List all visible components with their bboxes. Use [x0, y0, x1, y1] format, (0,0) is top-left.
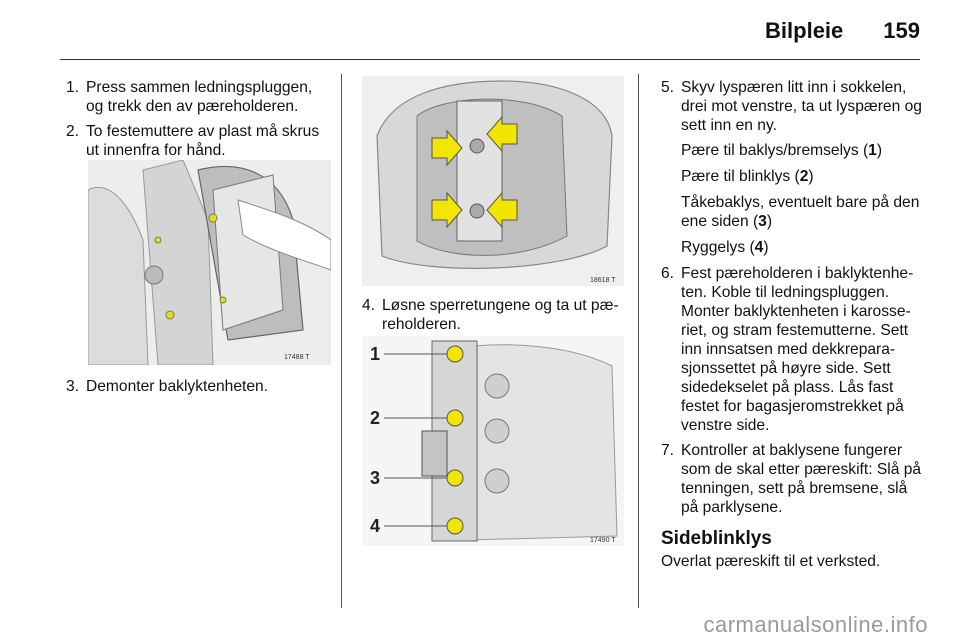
section-text: Overlat pæreskift til et verksted. — [661, 553, 881, 570]
column-divider-1 — [341, 74, 342, 608]
step-2: 2. To festemuttere av plast må skrus ut innenfra for hånd. — [66, 123, 320, 159]
step-4: 4. Løsne sperretungene og ta ut pæ-reholderen. — [362, 297, 619, 333]
column-divider-2 — [638, 74, 639, 608]
step-3: 3. Demonter baklyktenheten. — [66, 378, 269, 395]
callout-4: 4 — [370, 516, 381, 536]
column-3 — [661, 78, 923, 571]
column-1 — [66, 78, 332, 166]
bulb-1: Pære til baklys/bremselys (1) — [681, 142, 883, 159]
header-divider — [60, 59, 920, 60]
step-6: 6. Fest pæreholderen i baklyktenhe-ten. Koble til ledningspluggen. Monter baklyktenheten i karosse-riet, og stram festemutterne. Sett inn innsatsen med dekkrepara-sjonssettet på høyre side. Sett sidedekselet på plass. Lås fast festet for bagasjeromstrekket på venstre side. — [661, 265, 914, 434]
callout-3: 3 — [370, 468, 381, 488]
page-number: 159 — [883, 18, 920, 43]
step-1: 1. Press sammen ledningspluggen, og trekk den av pæreholderen. — [66, 79, 313, 115]
callout-1: 1 — [370, 344, 381, 364]
page-title: Bilpleie — [765, 18, 844, 43]
callout-2: 2 — [370, 408, 381, 428]
watermark: carmanualsonline.info — [703, 612, 928, 637]
step-7: 7. Kontroller at baklysene fungerer som de skal etter pæreskift: Slå på tenningen, sett på bremsene, slå på parklysene. — [661, 442, 922, 516]
figure-bulb-positions — [362, 336, 624, 546]
figure-code-17488: 17488 T — [284, 354, 310, 361]
figure-tail-light-removal — [88, 160, 331, 365]
section-heading: Sideblinklys — [661, 528, 772, 549]
bulb-4: Ryggelys (4) — [681, 239, 769, 256]
page-header — [765, 18, 920, 44]
figure-bulb-holder-arrows — [362, 76, 624, 286]
column-1-lower — [66, 377, 332, 402]
figure-code-17490: 17490 T — [590, 537, 616, 544]
bulb-3: Tåkebaklys, eventuelt bare på den ene siden (3) — [681, 194, 920, 230]
column-2-text — [362, 296, 628, 340]
step-5: 5. Skyv lyspæren litt inn i sokkelen, drei mot venstre, ta ut lyspæren og sett inn en ny. — [661, 79, 922, 134]
figure-code-18618: 18618 T — [590, 277, 616, 284]
bulb-2: Pære til blinklys (2) — [681, 168, 814, 185]
